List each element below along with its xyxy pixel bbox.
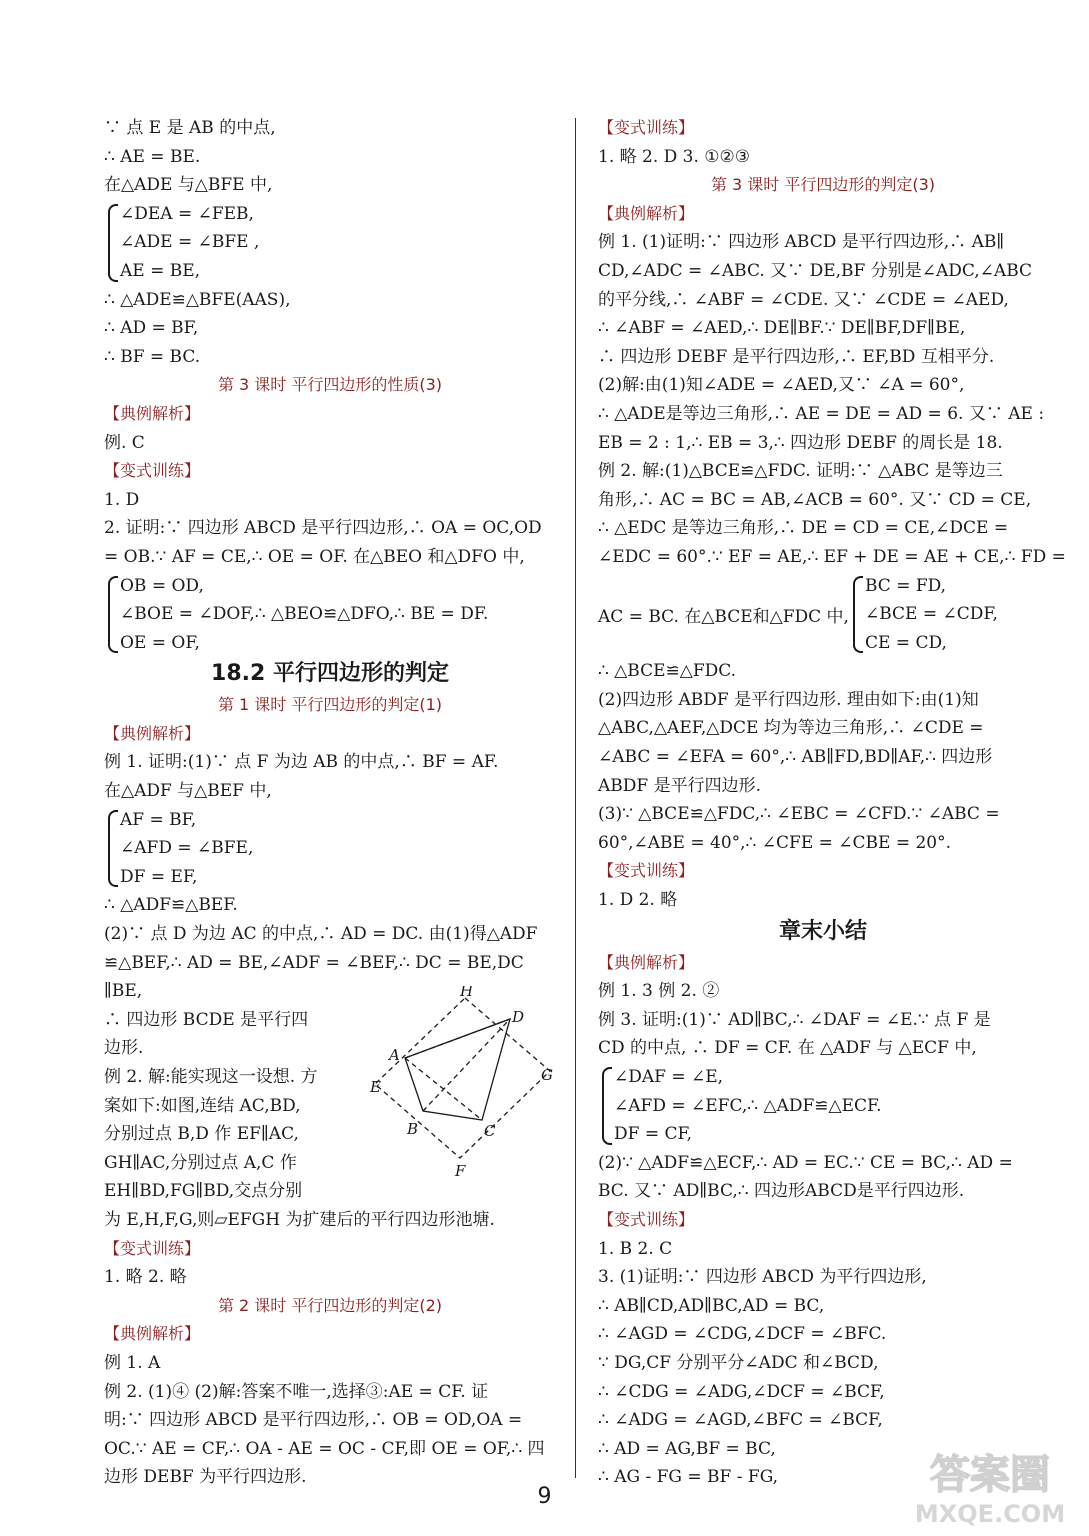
- text-line: 边形 DEBF 为平行四边形.: [104, 1467, 307, 1488]
- text-line: ∴ 四边形 DEBF 是平行四边形,∴ EF,BD 互相平分.: [598, 346, 995, 367]
- text-line: ∴ ∠CDG = ∠ADG,∠DCF = ∠BCF,: [598, 1381, 885, 1402]
- label-f: F: [455, 1161, 466, 1180]
- text-line: 在△ADE 与△BFE 中,: [104, 175, 273, 196]
- text-line: = OB.∵ AF = CE,∴ OE = OF. 在△BEO 和△DFO 中,: [104, 546, 525, 567]
- text-line: ∵ 点 E 是 AB 的中点,: [104, 118, 276, 138]
- section-tag: 【典例解析】: [598, 203, 695, 223]
- label-c: C: [484, 1121, 496, 1140]
- text-line: OB = OD,: [120, 575, 204, 596]
- text-line: 例 1. 证明:(1)∵ 点 F 为边 AB 的中点,∴ BF = AF.: [104, 752, 499, 773]
- text-line: AF = BF,: [120, 809, 197, 830]
- section-tag: 【变式训练】: [598, 118, 695, 137]
- section-tag: 【典例解析】: [104, 723, 201, 743]
- text-line: 例 2. 解:能实现这一设想. 方: [104, 1067, 318, 1087]
- text-line: OC.∵ AE = CF,∴ OA - AE = OC - CF,即 OE = OF,∴ 四: [104, 1438, 545, 1459]
- text-line: ∠ABC = ∠EFA = 60°,∴ AB∥FD,BD∥AF,∴ 四边形: [598, 747, 993, 768]
- text-line: CD 的中点, ∴ DF = CF. 在 △ADF 与 △ECF 中,: [598, 1038, 977, 1059]
- text-line: OE = OF,: [120, 632, 200, 653]
- text-line: ≌△BEF,∴ AD = BE,∠ADF = ∠BEF,∴ DC = BE,DC: [104, 952, 524, 973]
- text-line: (2)∵ △ADF≌△ECF,∴ AD = EC.∵ CE = BC,∴ AD =: [598, 1152, 1013, 1173]
- text-line: 的平分线,∴ ∠ABF = ∠CDE. 又∵ ∠CDE = ∠AED,: [598, 289, 1009, 310]
- text-line: EH∥BD,FG∥BD,交点分别: [104, 1181, 303, 1202]
- text-line: (3)∵ △BCE≌△FDC,∴ ∠EBC = ∠CFD.∵ ∠ABC =: [598, 804, 1000, 825]
- equation-system: [598, 1063, 1048, 1149]
- text-line: ∴ ∠ADG = ∠AGD,∠BFC = ∠BCF,: [598, 1410, 883, 1431]
- section-tag: 【典例解析】: [598, 952, 695, 972]
- section-title: 章末小结: [778, 918, 867, 944]
- text-line: ABDF 是平行四边形.: [598, 775, 762, 796]
- text-line: ∠DAF = ∠E,: [614, 1067, 724, 1087]
- column-divider: [575, 118, 576, 1478]
- text-line: GH∥AC,分别过点 A,C 作: [104, 1152, 297, 1173]
- text-line: AE = BE,: [120, 260, 201, 281]
- text-line: CD,∠ADC = ∠ABC. 又∵ DE,BF 分别是∠ADC,∠ABC: [598, 260, 1033, 281]
- label-a: A: [389, 1045, 400, 1064]
- equation-system: [104, 200, 556, 286]
- label-e: E: [370, 1077, 381, 1096]
- text-line: 例 2. (1)④ (2)解:答案不唯一,选择③:AE = CF. 证: [104, 1381, 489, 1402]
- section-tag: 【变式训练】: [598, 861, 695, 881]
- section-tag: 【典例解析】: [104, 403, 201, 423]
- text-line: 角形,∴ AC = BC = AB,∠ACB = 60°. 又∵ CD = CE,: [598, 489, 1032, 510]
- label-g: G: [541, 1065, 553, 1084]
- text-line: 3. (1)证明:∵ 四边形 ABCD 为平行四边形,: [598, 1267, 927, 1288]
- text-line: ∠DEA = ∠FEB,: [120, 203, 254, 224]
- text-line: ∴ △ADE是等边三角形,∴ AE = DE = AD = 6. 又∵ AE :: [598, 403, 1045, 424]
- watermark-bottom: MXQE.COM: [914, 1500, 1066, 1528]
- text-line: △ABC,△AEF,△DCE 均为等边三角形,∴ ∠CDE =: [598, 718, 984, 739]
- watermark-top: 答案圈: [930, 1452, 1050, 1498]
- text-line: (2)四边形 ABDF 是平行四边形. 理由如下:由(1)知: [598, 689, 979, 710]
- right-column: [598, 114, 1066, 1492]
- parallelogram-figure: [360, 986, 560, 1186]
- text-line: ∴ ∠ABF = ∠AED,∴ DE∥BF.∵ DE∥BF,DF∥BE,: [598, 318, 966, 339]
- label-h: H: [460, 985, 474, 1000]
- text-line: 1. B 2. C: [598, 1238, 673, 1259]
- text-line: 60°,∠ABE = 40°,∴ ∠CFE = ∠CBE = 20°.: [598, 832, 952, 853]
- text-line: 案如下:如图,连结 AC,BD,: [104, 1095, 301, 1116]
- lesson-heading: 第 2 课时 平行四边形的判定(2): [217, 1295, 443, 1315]
- section-tag: 【变式训练】: [598, 1209, 695, 1229]
- text-line: ∴ ∠AGD = ∠CDG,∠DCF = ∠BFC.: [598, 1324, 887, 1345]
- section-tag: 【变式训练】: [104, 461, 201, 481]
- text-line: 在△ADF 与△BEF 中,: [104, 781, 272, 802]
- text-line: ∴ △EDC 是等边三角形,∴ DE = CD = CE,∠DCE =: [598, 518, 1009, 539]
- text-line: (2)解:由(1)知∠ADE = ∠AED,又∵ ∠A = 60°,: [598, 375, 965, 396]
- text-line: EB = 2 : 1,∴ EB = 3,∴ 四边形 DEBF 的周长是 18.: [598, 432, 1003, 453]
- section-title: 18.2 平行四边形的判定: [211, 661, 449, 687]
- text-line: ∠AFD = ∠EFC,∴ △ADF≌△ECF.: [614, 1095, 882, 1116]
- text-line: 边形.: [104, 1038, 144, 1059]
- text-line: ∴ AD = AG,BF = BC,: [598, 1438, 776, 1459]
- lesson-heading: 第 3 课时 平行四边形的判定(3): [710, 175, 936, 195]
- text-line: 例 2. 解:(1)△BCE≌△FDC. 证明:∵ △ABC 是等边三: [598, 461, 1003, 482]
- figure-quadrilateral: [405, 1019, 510, 1120]
- text-line: ∴ AE = BE.: [104, 146, 201, 167]
- text-line: ∥BE,: [104, 981, 143, 1002]
- text-line: 明:∵ 四边形 ABCD 是平行四边形,∴ OB = OD,OA =: [104, 1410, 523, 1431]
- text-line: ∴ △ADF≌△BEF.: [104, 895, 238, 916]
- label-b: B: [407, 1119, 419, 1138]
- label-d: D: [512, 1007, 525, 1026]
- text-line: ∠EDC = 60°.∵ EF = AE,∴ EF + DE = AE + CE,∴ FD =: [598, 546, 1066, 567]
- text-line: ∴ BF = BC.: [104, 346, 201, 367]
- text-line: ∠BCE = ∠CDF,: [864, 604, 998, 625]
- text-line: ∴ AB∥CD,AD∥BC,AD = BC,: [598, 1295, 825, 1316]
- text-line: 1. 略 2. D 3. ①②③: [598, 146, 751, 167]
- text-line: BC = FD,: [864, 575, 947, 596]
- text-line: 1. 略 2. 略: [104, 1267, 187, 1288]
- text-line: 例 1. A: [104, 1352, 161, 1373]
- left-column: [104, 114, 556, 1492]
- text-line: ∵ DG,CF 分别平分∠ADC 和∠BCD,: [598, 1352, 879, 1373]
- text-line: 为 E,H,F,G,则▱EFGH 为扩建后的平行四边形池塘.: [104, 1209, 495, 1230]
- text-line: ∴ AG - FG = BF - FG,: [598, 1467, 779, 1488]
- text-line: ∠BOE = ∠DOF,∴ △BEO≌△DFO,∴ BE = DF.: [120, 604, 489, 625]
- equation-system: [104, 572, 556, 658]
- text-line: ∴ 四边形 BCDE 是平行四: [104, 1009, 309, 1030]
- text-line: 例. C: [104, 432, 145, 453]
- text-line: 1. D 2. 略: [598, 890, 678, 911]
- section-tag: 【典例解析】: [104, 1324, 201, 1344]
- lesson-heading: 第 1 课时 平行四边形的判定(1): [217, 695, 443, 715]
- page-number: 9: [537, 1484, 552, 1509]
- text-line: 例 1. 3 例 2. ②: [598, 981, 720, 1002]
- text-line: AC = BC. 在△BCE和△FDC 中,: [598, 606, 849, 627]
- watermark-logo: [905, 1440, 1075, 1530]
- text-line: CE = CD,: [864, 632, 947, 653]
- text-line: 分别过点 B,D 作 EF∥AC,: [104, 1124, 299, 1145]
- text-line: ∠AFD = ∠BFE,: [120, 838, 254, 859]
- text-line: ∴ AD = BF,: [104, 318, 199, 339]
- text-line: 例 1. (1)证明:∵ 四边形 ABCD 是平行四边形,∴ AB∥: [598, 232, 1005, 253]
- equation-system: [104, 806, 556, 892]
- text-line: ∴ △BCE≌△FDC.: [598, 661, 737, 682]
- text-line: BC. 又∵ AD∥BC,∴ 四边形ABCD是平行四边形.: [598, 1181, 965, 1202]
- text-line: DF = EF,: [120, 866, 198, 887]
- text-line: ∠ADE = ∠BFE ,: [120, 232, 260, 253]
- text-line: ∴ △ADE≌△BFE(AAS),: [104, 289, 291, 310]
- text-line: 1. D: [104, 489, 140, 510]
- section-tag: 【变式训练】: [104, 1238, 201, 1258]
- text-line: 2. 证明:∵ 四边形 ABCD 是平行四边形,∴ OA = OC,OD: [104, 518, 542, 539]
- text-line: DF = CF,: [614, 1124, 693, 1145]
- text-line: 例 3. 证明:(1)∵ AD∥BC,∴ ∠DAF = ∠E.∵ 点 F 是: [598, 1009, 991, 1030]
- equation-system: [849, 572, 998, 658]
- equation-row: [598, 572, 1048, 658]
- text-line: (2)∵ 点 D 为边 AC 的中点,∴ AD = DC. 由(1)得△ADF: [104, 924, 538, 945]
- lesson-heading: 第 3 课时 平行四边形的性质(3): [217, 375, 443, 395]
